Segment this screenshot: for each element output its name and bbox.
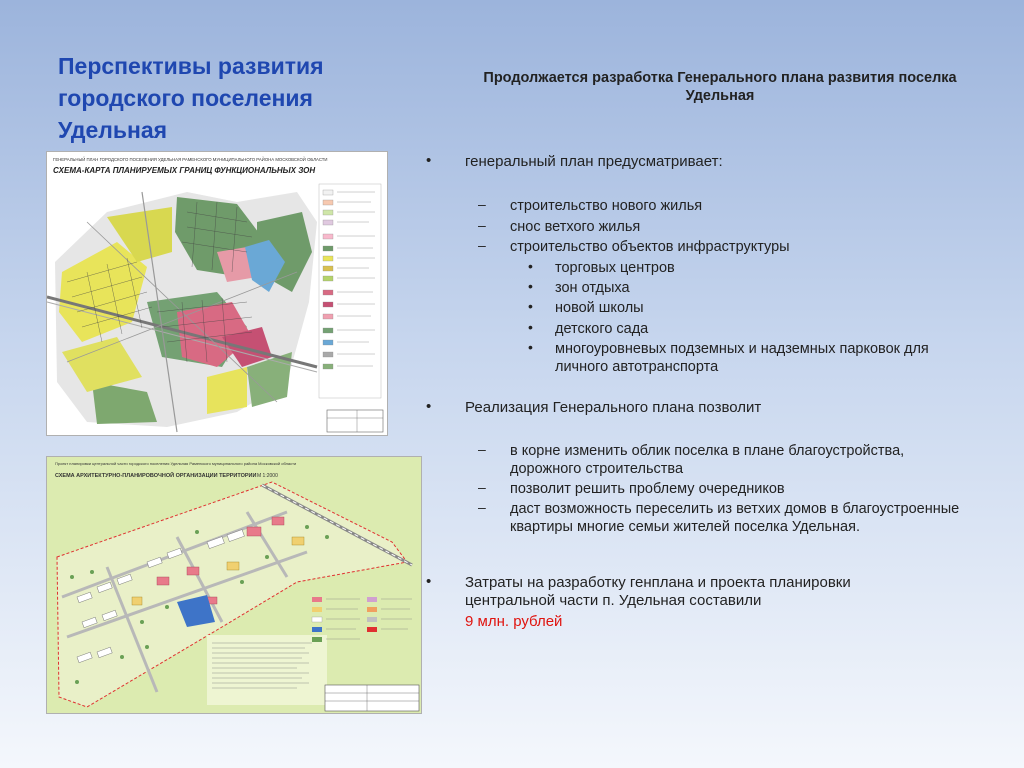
dash-marker: – bbox=[478, 196, 486, 212]
dash-marker: – bbox=[478, 479, 486, 495]
map1-header: ГЕНЕРАЛЬНЫЙ ПЛАН ГОРОДСКОГО ПОСЕЛЕНИЯ УДЕЛЬНАЯ РАМЕНСКОГО МУНИЦИПАЛЬНОГО РАЙОНА МОСКОВСКОЙ ОБЛАСТИ bbox=[53, 157, 328, 162]
bullet-marker: • bbox=[426, 573, 432, 590]
dash-infrastructure: строительство объектов инфраструктуры bbox=[510, 239, 790, 255]
dash-queue-problem: позволит решить проблему очередников bbox=[510, 481, 785, 497]
bullet-marker: • bbox=[426, 398, 432, 415]
dash-change-appearance: в корне изменить облик поселка в плане благоустройства, дорожного строительства bbox=[510, 443, 905, 477]
map2-scale: М 1:2000 bbox=[257, 473, 278, 479]
bullet-marker: • bbox=[426, 152, 432, 169]
map2-header: Проект планировки центральной части городского поселения Удельная Раменского муниципального района Московской области bbox=[55, 461, 297, 466]
subitem-marker: • bbox=[528, 278, 533, 294]
dash-demolition: снос ветхого жилья bbox=[510, 219, 641, 235]
dash-marker: – bbox=[478, 217, 486, 233]
architectural-planning-map-image bbox=[46, 456, 422, 714]
slide-title: Перспективы развития городского поселения Удельная bbox=[58, 53, 324, 143]
subitem-parking: многоуровневых подземных и надземных парковок для личного автотранспорта bbox=[555, 341, 929, 375]
bullet-general-plan: генеральный план предусматривает: bbox=[465, 153, 723, 170]
subitem-marker: • bbox=[528, 319, 533, 335]
bullet-costs: Затраты на разработку генплана и проекта планировки центральной части п. Удельная составили bbox=[465, 574, 851, 609]
subitem-marker: • bbox=[528, 298, 533, 314]
bullet-implementation: Реализация Генерального плана позволит bbox=[465, 399, 762, 416]
functional-zones-map-image bbox=[46, 151, 388, 436]
subitem-new-school: новой школы bbox=[555, 300, 644, 316]
subitem-kindergarten: детского сада bbox=[555, 321, 649, 337]
slide-subtitle: Продолжается разработка Генерального плана развития поселка Удельная bbox=[483, 70, 957, 104]
dash-marker: – bbox=[478, 237, 486, 253]
map2-title: СХЕМА АРХИТЕКТУРНО-ПЛАНИРОВОЧНОЙ ОРГАНИЗАЦИИ ТЕРРИТОРИИ bbox=[55, 473, 257, 479]
subitem-marker: • bbox=[528, 339, 533, 355]
dash-marker: – bbox=[478, 499, 486, 515]
subitem-shopping-centers: торговых центров bbox=[555, 260, 675, 276]
map1-title: СХЕМА-КАРТА ПЛАНИРУЕМЫХ ГРАНИЦ ФУНКЦИОНАЛЬНЫХ ЗОН bbox=[53, 166, 316, 175]
dash-marker: – bbox=[478, 441, 486, 457]
dash-resettlement: даст возможность переселить из ветхих домов в благоустроенные квартиры многие семьи жителей поселка Удельная. bbox=[510, 501, 960, 535]
subitem-marker: • bbox=[528, 258, 533, 274]
cost-highlight: 9 млн. рублей bbox=[465, 613, 563, 630]
subitem-recreation-zones: зон отдыха bbox=[555, 280, 630, 296]
dash-new-housing: строительство нового жилья bbox=[510, 198, 703, 214]
